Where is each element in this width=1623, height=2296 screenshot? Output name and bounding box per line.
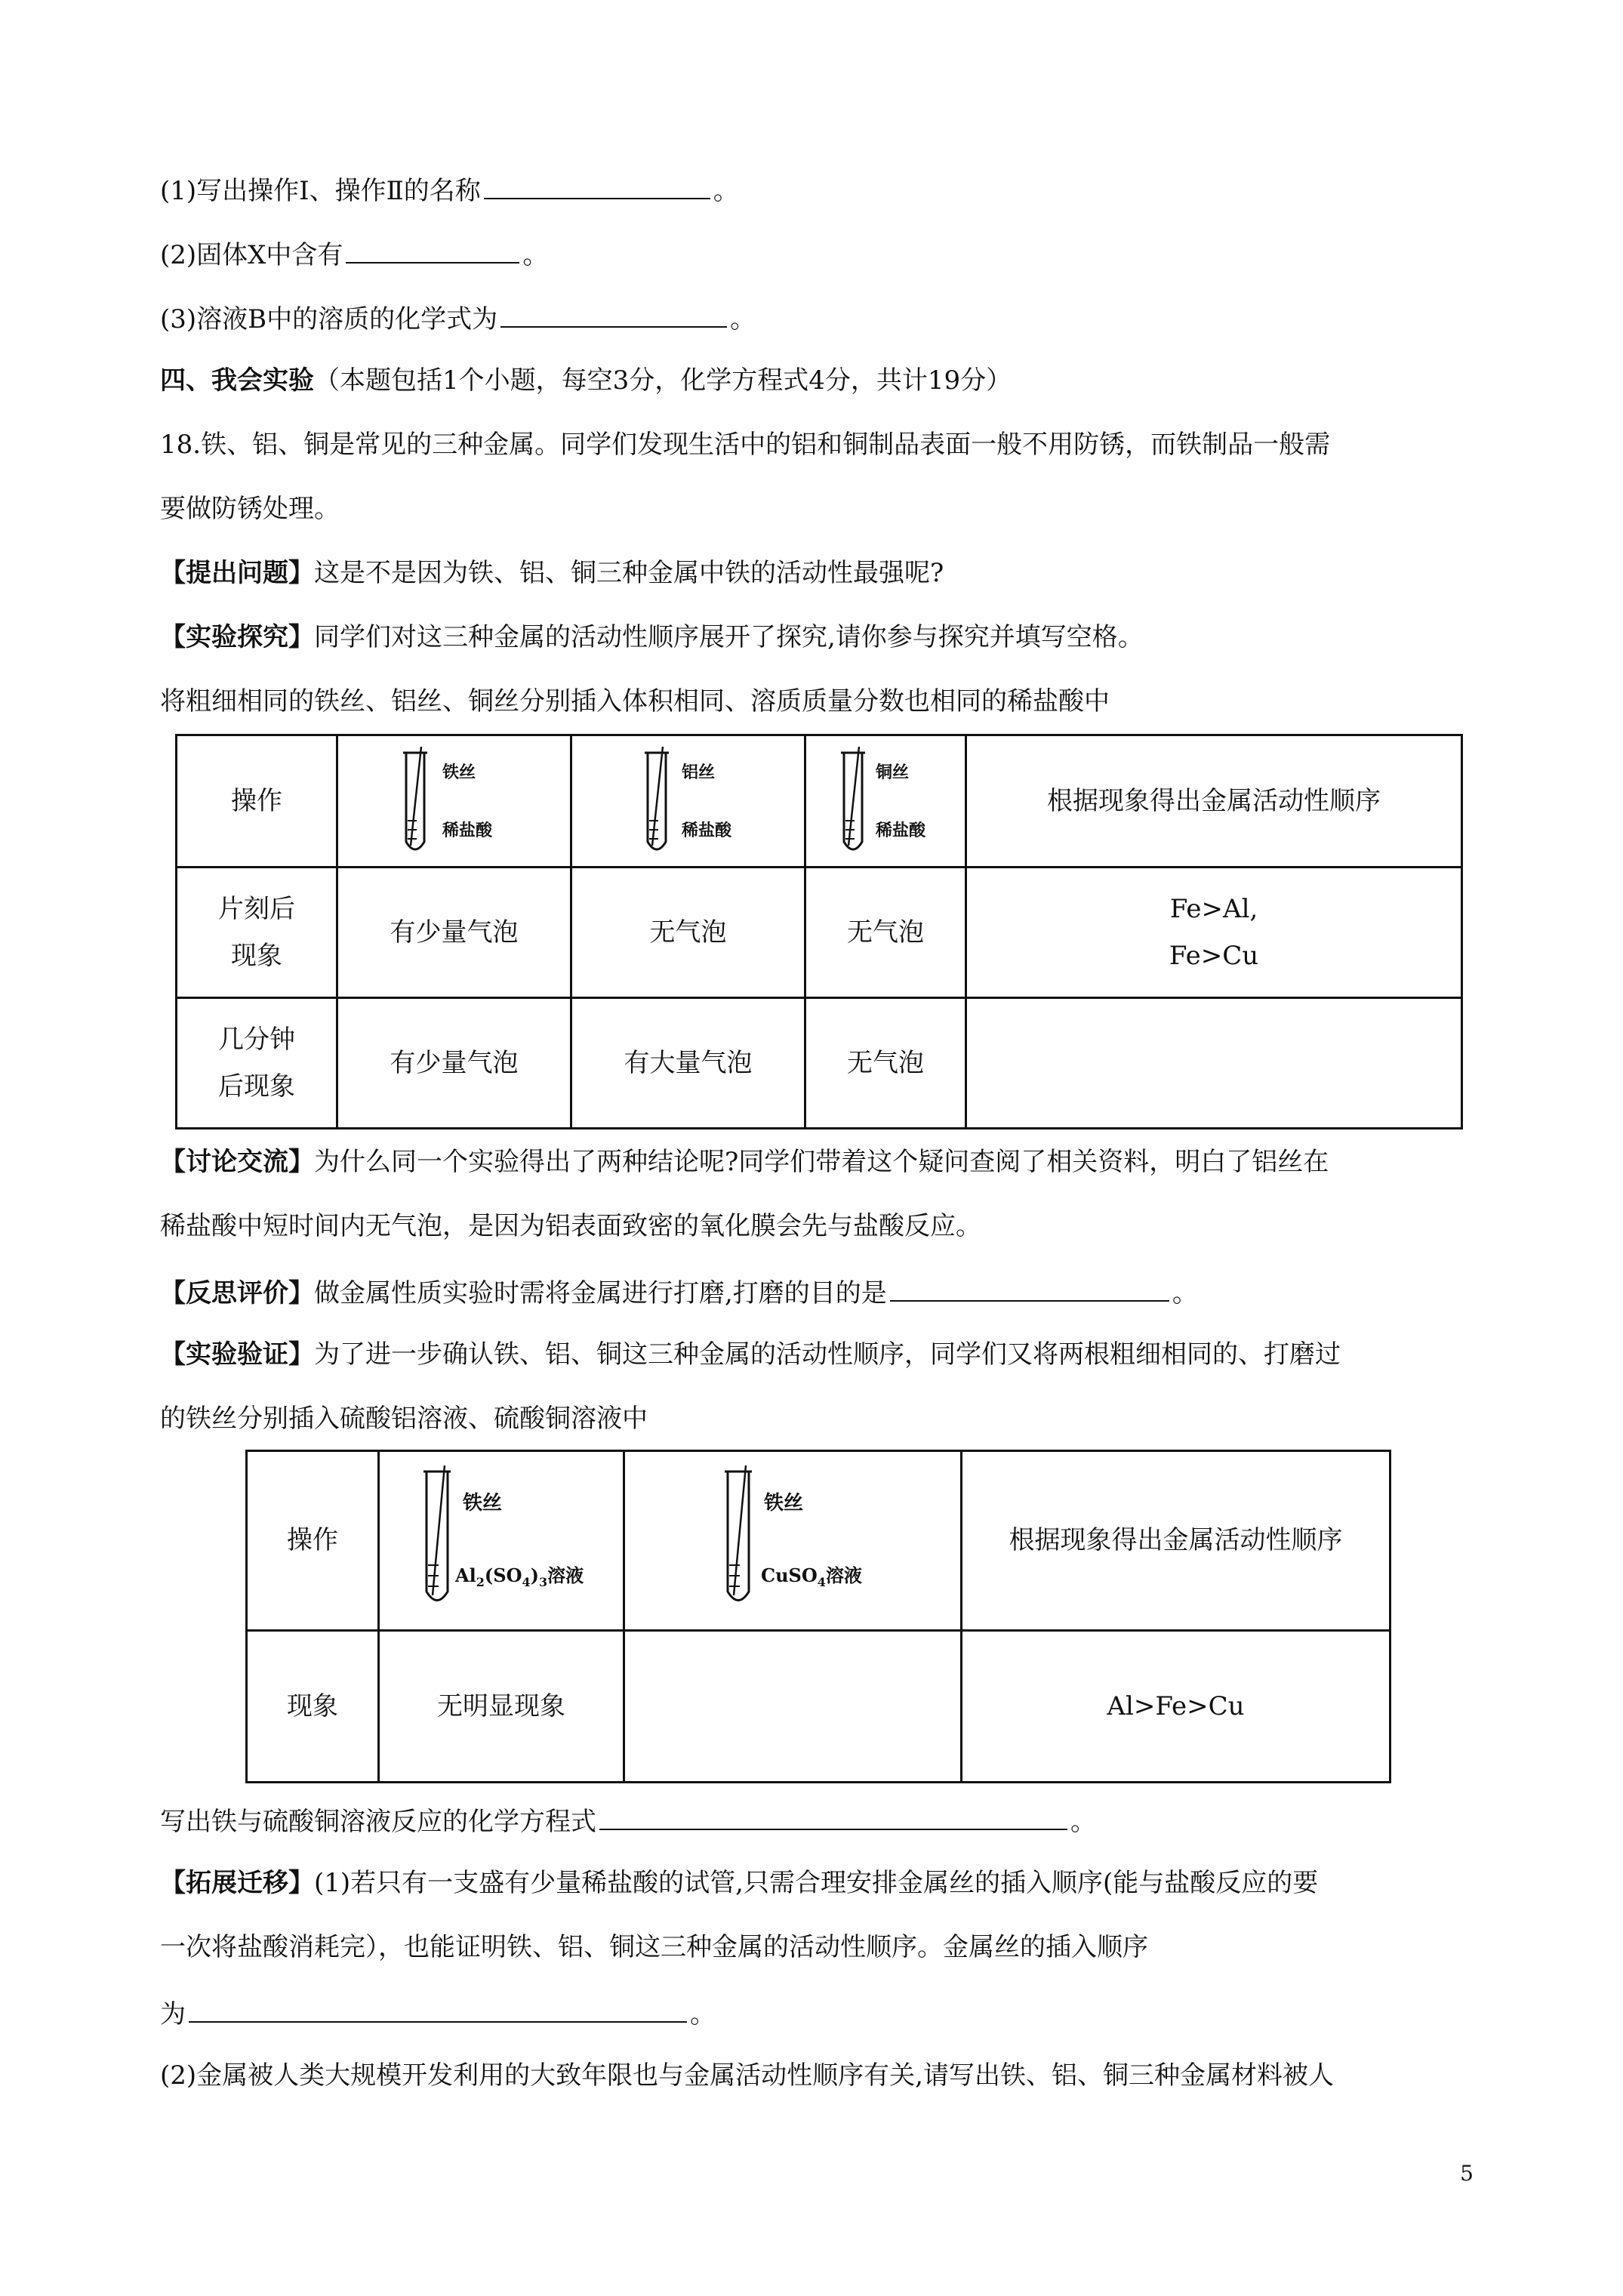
propose-question: 【提出问题】这是不是因为铁、铝、铜三种金属中铁的活动性最强呢? <box>160 558 944 588</box>
test-tube-icon <box>806 736 967 868</box>
page-number: 5 <box>1460 2161 1474 2186</box>
wire-label: 铝丝 <box>682 763 716 782</box>
conclusion-minutes[interactable] <box>966 998 1462 1129</box>
tube-cell-aluminum <box>571 735 805 868</box>
test-tube-icon <box>572 736 806 868</box>
test-tube-icon <box>380 1452 625 1632</box>
extension-2-line-1: (2)金属被人类大规模开发利用的大致年限也与金属活动性顺序有关,请写出铁、铝、铜三种金属材料被人 <box>160 2060 1334 2091</box>
verification-line-1: 【实验验证】为了进一步确认铁、铝、铜这三种金属的活动性顺序，同学们又将两根粗细相同的、打磨过 <box>160 1339 1341 1370</box>
cell-copper-moment: 无气泡 <box>805 868 966 998</box>
discussion-line-1: 【讨论交流】为什么同一个实验得出了两种结论呢?同学们带着这个疑问查阅了相关资料，明白了铝丝在 <box>160 1147 1329 1177</box>
test-tube-icon <box>625 1452 962 1632</box>
wire-label: 铁丝 <box>463 1492 503 1515</box>
question-1: (1)写出操作Ⅰ、操作Ⅱ的名称 。 <box>160 176 739 206</box>
extension-line-2: 一次将盐酸消耗完），也能证明铁、铝、铜这三种金属的活动性顺序。金属丝的插入顺序 <box>160 1932 1148 1962</box>
liquid-label: $Al_2(SO_4)_3$溶液 <box>455 1564 584 1589</box>
conclusion-header: 根据现象得出金属活动性顺序 <box>962 1451 1390 1631</box>
liquid-label: CuSO$_4$溶液 <box>761 1564 862 1589</box>
tube-cell-al2so43 <box>379 1451 624 1631</box>
answer-blank[interactable] <box>346 239 519 264</box>
cell-cuso4-phenomenon[interactable] <box>624 1631 962 1783</box>
experiment-table-2 <box>245 1450 1391 1783</box>
answer-blank[interactable] <box>189 1999 687 2023</box>
cell-aluminum-moment: 无气泡 <box>571 868 805 998</box>
liquid-label: 稀盐酸 <box>876 821 926 840</box>
extension-line-1: 【拓展迁移】(1)若只有一支盛有少量稀盐酸的试管,只需合理安排金属丝的插入顺序(能与盐酸反应的要 <box>160 1868 1319 1898</box>
tube-cell-copper <box>805 735 966 868</box>
wire-label: 铜丝 <box>876 763 910 782</box>
row-label-operation: 操作 <box>177 735 337 868</box>
row-label-phenomenon: 现象 <box>247 1631 379 1783</box>
insert-instruction: 将粗细相同的铁丝、铝丝、铜丝分别插入体积相同、溶质质量分数也相同的稀盐酸中 <box>160 686 1110 717</box>
conclusion-phenomenon: Al>Fe>Cu <box>962 1631 1390 1783</box>
cell-iron-minutes: 有少量气泡 <box>337 998 571 1129</box>
wire-label: 铁丝 <box>764 1492 804 1515</box>
row-label-moment: 片刻后 现象 <box>177 868 337 998</box>
liquid-label: 稀盐酸 <box>442 821 493 840</box>
question-3: (3)溶液B中的溶质的化学式为 。 <box>160 304 756 334</box>
answer-blank[interactable] <box>484 175 710 199</box>
equation-prompt: 写出铁与硫酸铜溶液反应的化学方程式 。 <box>160 1807 1096 1837</box>
question-2: (2)固体X中含有 。 <box>160 240 549 270</box>
extension-line-3: 为 。 <box>160 1999 716 2029</box>
cell-al2so43-phenomenon: 无明显现象 <box>379 1631 624 1783</box>
section-4-title: 四、我会实验（本题包括1个小题，每空3分，化学方程式4分，共计19分） <box>160 365 1012 396</box>
wire-label: 铁丝 <box>442 763 476 782</box>
cell-aluminum-minutes: 有大量气泡 <box>571 998 805 1129</box>
test-tube-icon <box>338 736 572 868</box>
verification-line-2: 的铁丝分别插入硫酸铝溶液、硫酸铜溶液中 <box>160 1404 648 1434</box>
answer-blank[interactable] <box>890 1277 1169 1302</box>
cell-iron-moment: 有少量气泡 <box>337 868 571 998</box>
row-label-operation: 操作 <box>247 1451 379 1631</box>
cell-copper-minutes: 无气泡 <box>805 998 966 1129</box>
tube-cell-cuso4 <box>624 1451 962 1631</box>
conclusion-header: 根据现象得出金属活动性顺序 <box>966 735 1462 868</box>
experiment-table-1 <box>175 734 1463 1130</box>
conclusion-moment: Fe>Al, Fe>Cu <box>966 868 1462 998</box>
liquid-label: 稀盐酸 <box>682 821 732 840</box>
reflection: 【反思评价】做金属性质实验时需将金属进行打磨,打磨的目的是 。 <box>160 1278 1198 1308</box>
question-18-line-1: 18.铁、铝、铜是常见的三种金属。同学们发现生活中的铝和铜制品表面一般不用防锈，而铁制品一般需 <box>160 430 1331 460</box>
tube-cell-iron <box>337 735 571 868</box>
answer-blank[interactable] <box>599 1806 1067 1830</box>
row-label-minutes: 几分钟 后现象 <box>177 998 337 1129</box>
answer-blank[interactable] <box>500 304 727 328</box>
experiment-explore: 【实验探究】同学们对这三种金属的活动性顺序展开了探究,请你参与探究并填写空格。 <box>160 622 1144 652</box>
discussion-line-2: 稀盐酸中短时间内无气泡，是因为铝表面致密的氧化膜会先与盐酸反应。 <box>160 1211 981 1241</box>
question-18-line-2: 要做防锈处理。 <box>160 494 340 524</box>
